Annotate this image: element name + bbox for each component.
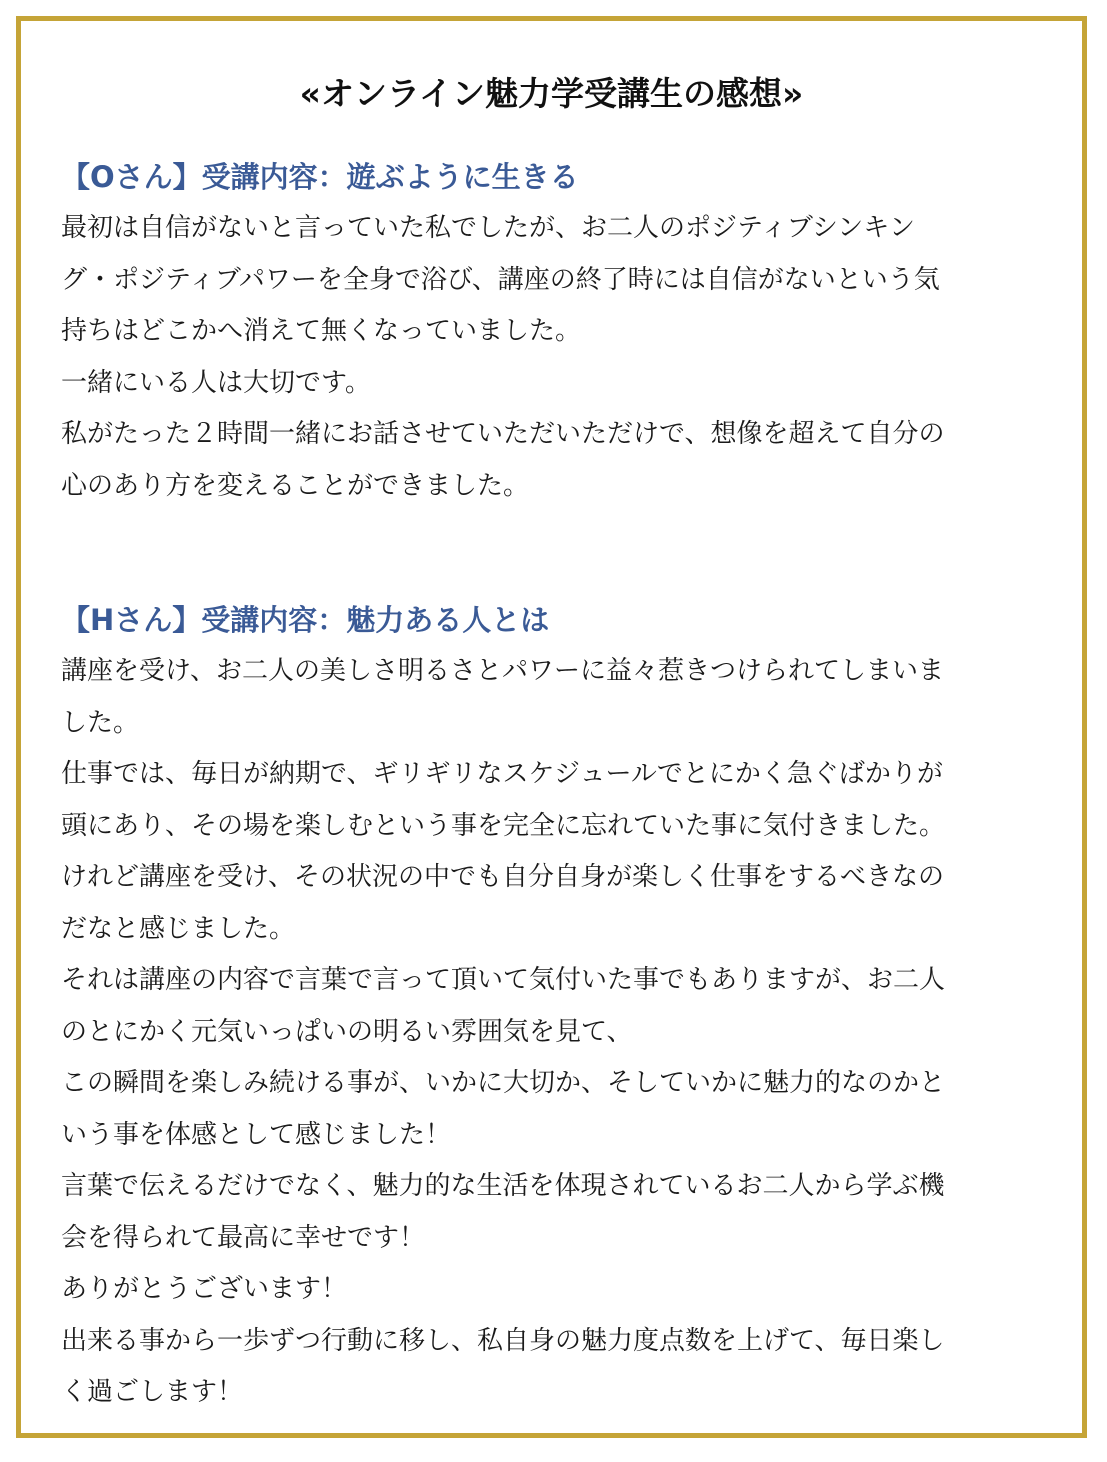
testimonial-frame [16,16,1087,1438]
review-text-line: けれど講座を受け、その状況の中でも自分自身が楽しく仕事をするべきなの [61,862,944,892]
review-text-line: 一緒にいる人は大切です。 [61,367,371,398]
review-text-line: 私がたった２時間一緒にお話させていただいただけで、想像を超えて自分の [61,419,945,449]
review-text-line: 心のあり方を変えることができました。 [61,470,530,501]
review-heading: 【Hさん】受講内容：魅力ある人とは [61,603,550,637]
review-text-line: この瞬間を楽しみ続ける事が、いかに大切か、そしていかに魅力的なのかと [61,1068,946,1098]
review-text-line: 最初は自信がないと言っていた私でしたが、お二人のポジティブシンキン [61,213,915,243]
review-text-line: だなと感じました。 [61,913,296,944]
review-text-line: 言葉で伝えるだけでなく、魅力的な生活を体現されているお二人から学ぶ機 [61,1171,945,1201]
review-text-line: 出来る事から一歩ずつ行動に移し、私自身の魅力度点数を上げて、毎日楽し [61,1325,945,1356]
review-text-line: 持ちはどこかへ消えて無くなっていました。 [61,316,582,346]
review-text-line: 講座を受け、お二人の美しさ明るさとパワーに益々惹きつけられてしまいま [61,656,944,686]
review-text-line: グ・ポジティブパワーを全身で浴び、講座の終了時には自信がないという気 [61,264,940,295]
review-o-san [61,151,1051,512]
review-h-san [61,594,1051,1419]
review-text-line: 頭にあり、その場を楽しむという事を完全に忘れていた事に気付きました。 [61,810,946,841]
review-text-line: 仕事では、毎日が納期で、ギリギリなスケジュールでとにかく急ぐばかりが [61,759,943,789]
review-text-line: 会を得られて最高に幸せです！ [61,1222,426,1253]
review-text-line: いう事を体感として感じました！ [61,1119,452,1150]
review-heading: 【Oさん】受講内容：遊ぶように生きる [61,160,579,194]
review-text-line: した。 [61,707,140,738]
page-title: «オンライン魅力学受講生の感想» [299,74,804,113]
review-text-line: く過ごします！ [61,1377,244,1407]
review-text-line: それは講座の内容で言葉で言って頂いて気付いた事でもありますが、お二人 [61,965,946,995]
review-text-line: のとにかく元気いっぱいの明るい雰囲気を見て、 [61,1016,633,1047]
review-text-line: ありがとうございます！ [61,1274,348,1304]
